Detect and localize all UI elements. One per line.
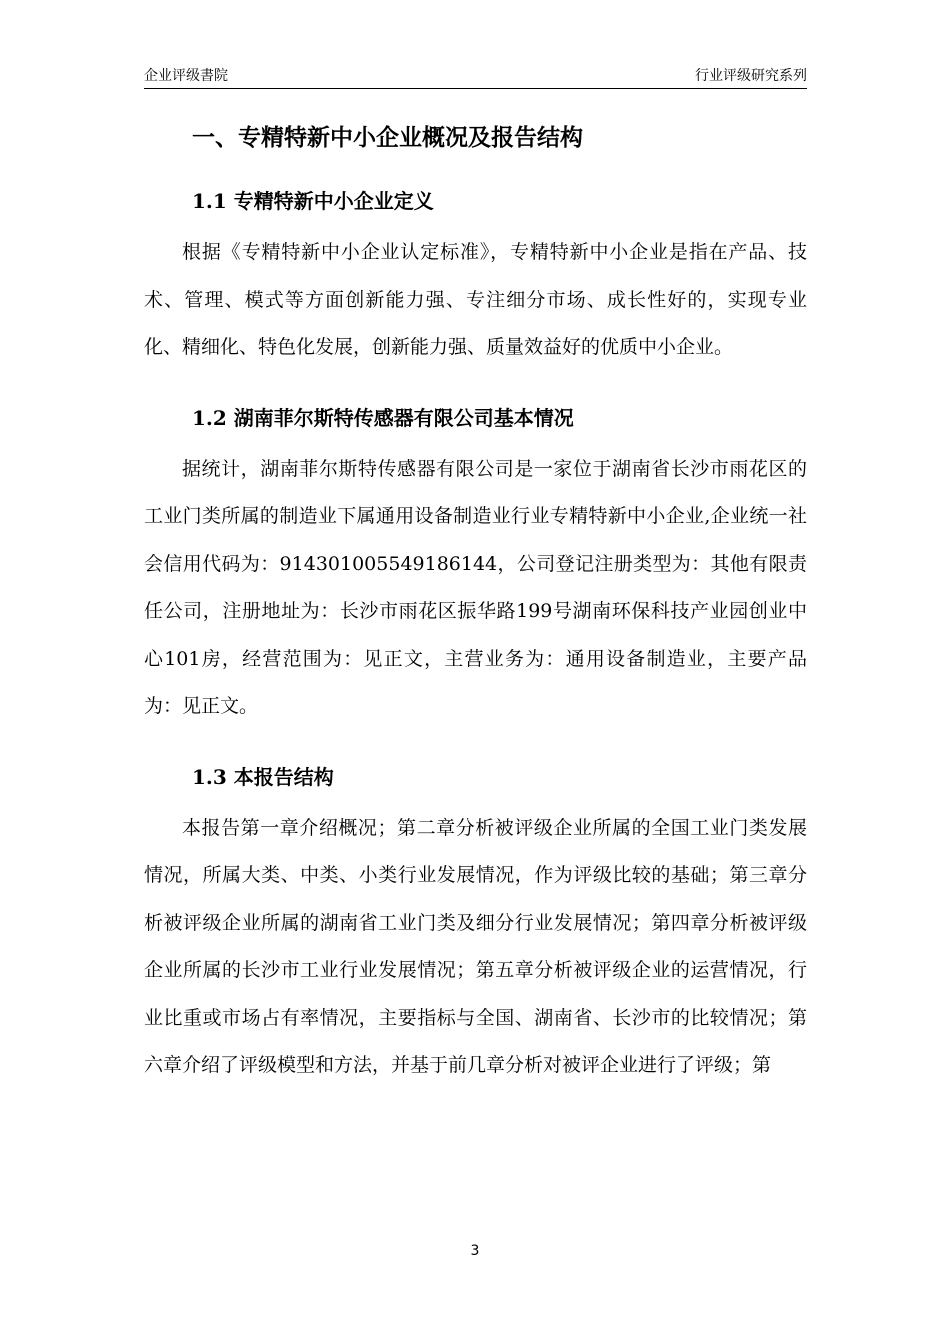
chapter-title: 一、专精特新中小企业概况及报告结构 xyxy=(192,125,583,151)
section-paragraph-1-3: 本报告第一章介绍概况；第二章分析被评级企业所属的全国工业门类发展情况，所属大类、中类、小类行业发展情况，作为评级比较的基础；第三章分析被评级企业所属的湖南省工业门类及细分行业发展情况；第四章分析被评级企业所属的长沙市工业行业发展情况；第五章分析被评级企业的运营情况，行业比重或市场占有率情况，主要指标与全国、湖南省、长沙市的比较情况；第六章介绍了评级模型和方法，并基于前几章分析对被评企业进行了评级；第 xyxy=(144,816,807,1076)
document-body xyxy=(144,112,807,1090)
section-heading-1-3: 1.3 本报告结构 xyxy=(192,764,334,789)
page-header xyxy=(144,66,807,89)
header-right-text: 行业评级研究系列 xyxy=(695,68,807,84)
header-left-text: 企业评级書院 xyxy=(144,68,228,84)
section-paragraph-1-2: 据统计，湖南菲尔斯特传感器有限公司是一家位于湖南省长沙市雨花区的工业门类所属的制造业下属通用设备制造业行业专精特新中小企业,企业统一社会信用代码为：914301005549186144，公司登记注册类型为：其他有限责任公司，注册地址为：长沙市雨花区振华路199号湖南环保科技产业园创业中心101房，经营范围为：见正文，主营业务为：通用设备制造业，主要产品为：见正文。 xyxy=(144,457,807,717)
section-heading-1-2: 1.2 湖南菲尔斯特传感器有限公司基本情况 xyxy=(192,405,574,430)
section-paragraph-1-1: 根据《专精特新中小企业认定标准》，专精特新中小企业是指在产品、技术、管理、模式等方面创新能力强、专注细分市场、成长性好的，实现专业化、精细化、特色化发展，创新能力强、质量效益好的优质中小企业。 xyxy=(144,241,807,358)
page-number: 3 xyxy=(470,1243,480,1259)
section-heading-1-1: 1.1 专精特新中小企业定义 xyxy=(192,189,434,213)
